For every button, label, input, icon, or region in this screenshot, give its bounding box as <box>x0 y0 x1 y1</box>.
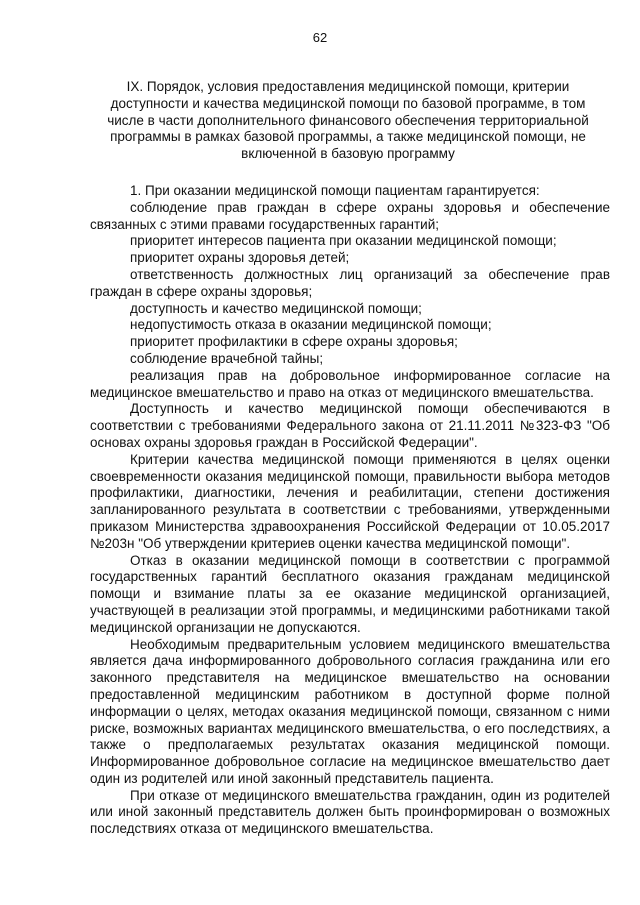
section-title: IX. Порядок, условия предоставления медицинской помощи, критерии доступности и качества медицинской помощи по базовой программе, в том числе в части дополнительного финансового обеспечения территориальной программы в рамках базовой программы, а также медицинской помощи, не включенной в базовую программу <box>107 79 589 162</box>
document-body <box>90 183 610 838</box>
page-number: 62 <box>312 30 328 45</box>
paragraph-officials-responsibility: ответственность должностных лиц организаций за обеспечение прав граждан в сфере охраны здоровья; <box>90 266 610 299</box>
paragraph-informed-consent-rights: реализация прав на добровольное информированное согласие на медицинское вмешательство и право на отказ от медицинского вмешательства. <box>90 367 610 400</box>
paragraph-refusal-inadmissibility: недопустимость отказа в оказании медицинской помощи; <box>130 317 492 333</box>
paragraph-informed-consent: Необходимым предварительным условием медицинского вмешательства является дача информированного добровольного согласия гражданина или его законного представителя на медицинское вмешательство на основании предоставленной медицинским работником в доступной форме полной информации о целях, методах оказания медицинской помощи, связанном с ними риске, возможных вариантах медицинского вмешательства, о его последствиях, а также о предполагаемых результатах оказания медицинской помощи. Информированное добровольное согласие на медицинское вмешательство дает один из родителей или иной законный представитель пациента. <box>90 636 610 786</box>
paragraph-accessibility: доступность и качество медицинской помощи; <box>130 300 422 316</box>
paragraph-federal-law: Доступность и качество медицинской помощи обеспечиваются в соответствии с требованиями Федерального закона от 21.11.2011 №323-ФЗ "Об основах охраны здоровья граждан в Российской Федерации". <box>90 401 610 450</box>
paragraph-rights-observance: соблюдение прав граждан в сфере охраны здоровья и обеспечение связанных с этими правами государственных гарантий; <box>90 199 610 232</box>
paragraph-medical-secrecy: соблюдение врачебной тайны; <box>130 350 324 366</box>
paragraph-children-priority: приоритет охраны здоровья детей; <box>130 250 350 266</box>
paragraph-guarantees-intro: 1. При оказании медицинской помощи пациентам гарантируется: <box>130 183 540 198</box>
paragraph-refusal-payment: Отказ в оказании медицинской помощи в соответствии с программой государственных гарантий бесплатного оказания гражданам медицинской помощи и взимание платы за ее оказание медицинской организацией, участвующей в реализации этой программы, и медицинскими работниками такой медицинской организации не допускаются. <box>90 552 610 635</box>
paragraph-prevention-priority: приоритет профилактики в сфере охраны здоровья; <box>130 334 458 350</box>
paragraph-quality-criteria: Критерии качества медицинской помощи применяются в целях оценки своевременности оказания медицинской помощи, правильности выбора методов профилактики, диагностики, лечения и реабилитации, степени достижения запланированного результата в соответствии с требованиями, утвержденными приказом Министерства здравоохранения Российской Федерации от 10.05.2017 №203н "Об утверждении критериев оценки качества медицинской помощи". <box>90 451 610 551</box>
paragraph-refusal-intervention: При отказе от медицинского вмешательства гражданин, один из родителей или иной законный представитель должен быть проинформирован о возможных последствиях отказа от медицинского вмешательства. <box>90 787 610 837</box>
paragraph-patient-priority: приоритет интересов пациента при оказании медицинской помощи; <box>130 233 557 249</box>
